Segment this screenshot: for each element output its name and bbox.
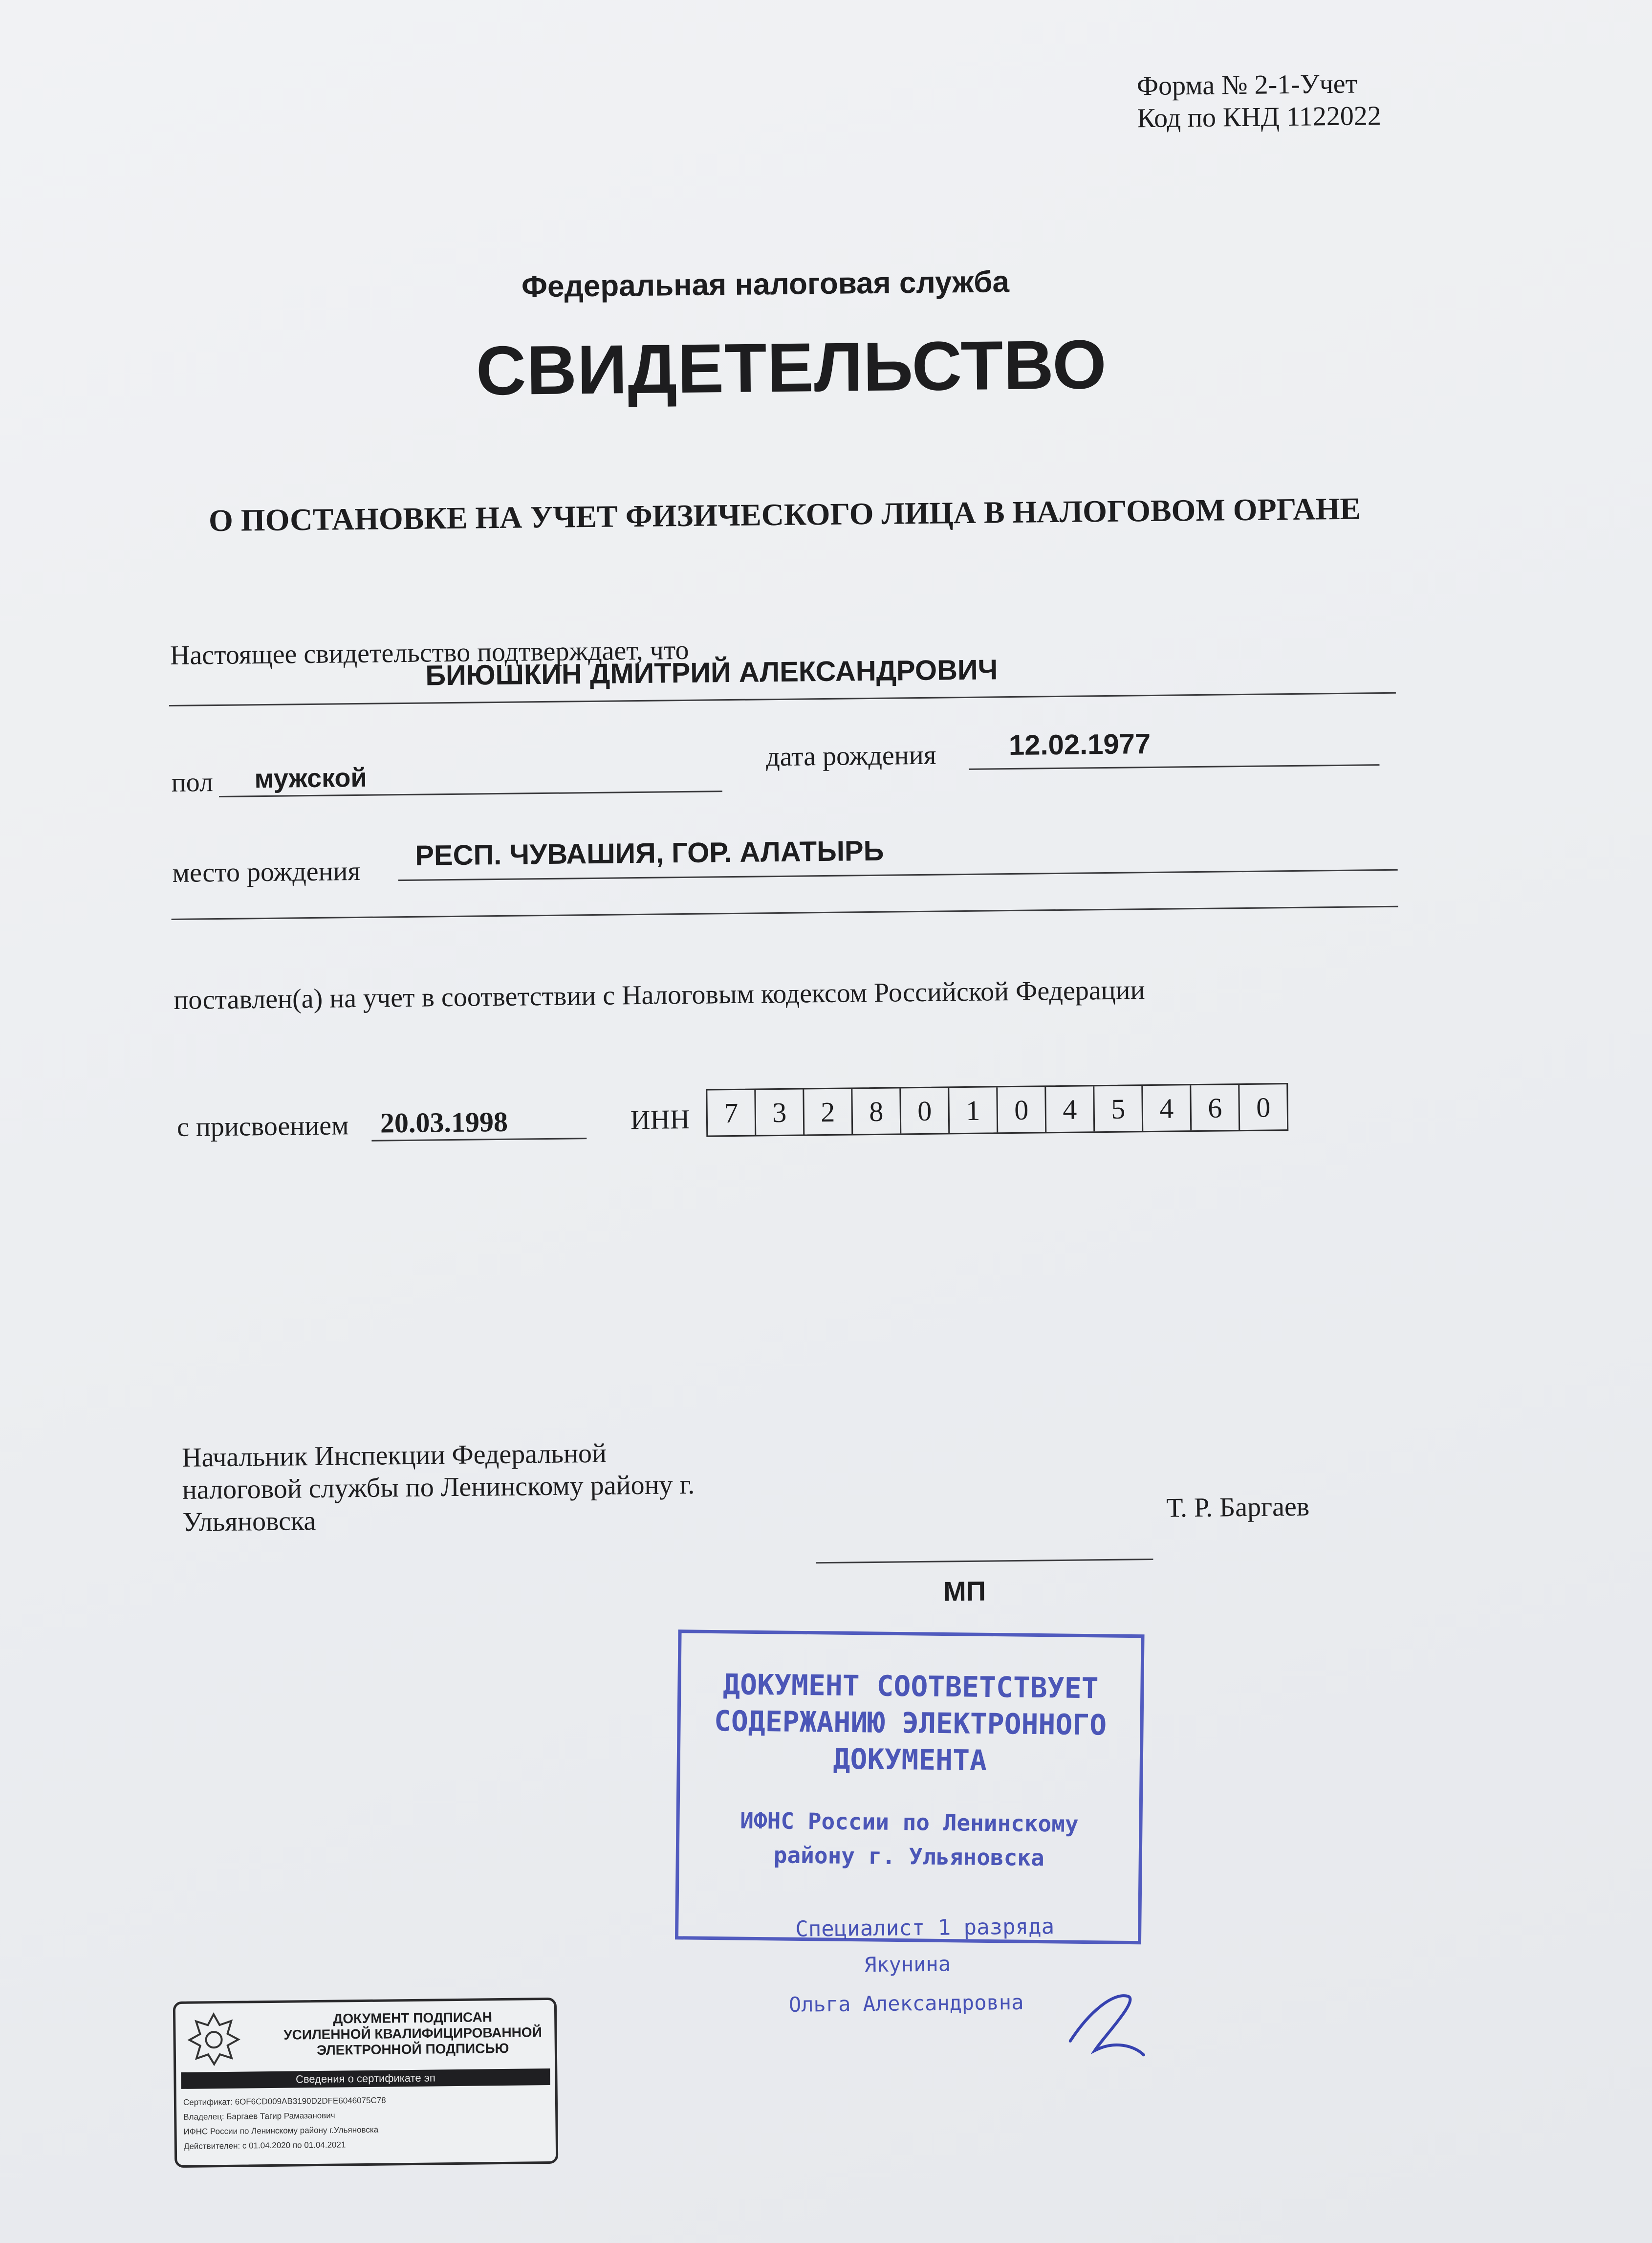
chief-position [182,1436,695,1539]
chief-position-line: Ульяновска [182,1505,316,1538]
stamp-line: СОДЕРЖАНИЮ ЭЛЕКТРОННОГО [714,1704,1107,1742]
inn-digit: 0 [901,1088,950,1133]
emblem-icon [184,2010,243,2067]
sex-label: пол [171,767,214,798]
stamp-line: ДОКУМЕНТА [833,1742,987,1777]
birth-place-value: РЕСП. ЧУВАШИЯ, ГОР. АЛАТЫРЬ [414,835,884,872]
chief-position-line: Начальник Инспекции Федеральной [181,1438,607,1473]
confirms-label: Настоящее свидетельство подтверждает, что [170,635,689,671]
org-row: ИФНС России по Ленинскому району г.Ульяновска [183,2125,379,2136]
full-name-value: БИЮШКИН ДМИТРИЙ АЛЕКСАНДРОВИЧ [425,654,998,692]
inn-box [706,1083,1288,1137]
registered-statement: поставлен(а) на учет в соответствии с Налоговым кодексом Российской Федерации [174,975,1145,1015]
signature-scribble-icon [1060,1981,1158,2070]
form-knd-code: Код по КНД 1122022 [1137,100,1382,134]
owner-label: Владелец: [183,2112,224,2122]
sex-value: мужской [254,763,367,794]
e-signature-title-line: ДОКУМЕНТ ПОДПИСАН [333,2009,493,2026]
valid-label: Действителен: [183,2141,240,2151]
e-signature-bar: Сведения о сертификате эп [181,2068,550,2089]
inn-digit: 7 [707,1090,756,1136]
birth-place-underline [398,869,1398,881]
owner-value: Баргаев Тагир Рамазанович [226,2111,335,2121]
valid-row [184,2140,346,2151]
inn-digit: 0 [998,1087,1046,1132]
document-subtitle: О ПОСТАНОВКЕ НА УЧЕТ ФИЗИЧЕСКОГО ЛИЦА В НАЛОГОВОМ ОРГАНЕ [208,491,1361,538]
full-name-underline [169,692,1396,706]
valid-value: с 01.04.2020 по 01.04.2021 [242,2140,346,2151]
inn-digit: 2 [804,1089,853,1134]
inn-digit: 4 [1143,1085,1192,1131]
form-number: Форма № 2-1-Учет [1136,68,1358,102]
e-signature-title [278,2009,547,2059]
birth-place-underline-2 [172,906,1398,920]
inn-digit: 6 [1191,1085,1240,1130]
e-signature-block [173,1998,559,2168]
birth-date-underline [969,764,1379,770]
assigned-date-value: 20.03.1998 [380,1105,508,1139]
signer-name: Т. Р. Баргаев [1166,1491,1310,1523]
assigned-label: с присвоением [176,1110,349,1143]
cert-row [183,2096,386,2108]
inn-label: ИНН [630,1104,690,1136]
specialist-surname: Якунина [864,1952,951,1977]
seal-place-mark: МП [943,1575,986,1607]
owner-row [183,2111,335,2122]
signature-line [816,1559,1153,1563]
document-title: СВИДЕТЕЛЬСТВО [476,325,1108,410]
cert-label: Сертификат: [183,2097,233,2107]
stamp-line: району г. Ульяновска [773,1842,1044,1871]
stamp-line: ДОКУМЕНТ СООТВЕТСТВУЕТ [722,1668,1099,1705]
birth-place-label: место рождения [172,856,361,888]
inn-digit: 8 [852,1088,901,1134]
inn-digit: 5 [1094,1086,1143,1131]
conformity-stamp [675,1629,1145,1944]
inn-digit: 4 [1046,1086,1095,1132]
inn-digit: 0 [1256,1091,1271,1123]
form-code-block [1137,67,1382,134]
stamp-line: ИФНС России по Ленинскому [740,1807,1079,1837]
specialist-name: Ольга Александровна [788,1990,1024,2017]
e-signature-title-line: ЭЛЕКТРОННОЙ ПОДПИСЬЮ [317,2040,509,2058]
inn-digit: 3 [756,1089,804,1135]
chief-position-line: налоговой службы по Ленинскому району г. [182,1469,695,1505]
cert-value: 6OF6CD009AB3190D2DFE6046075C78 [235,2095,386,2107]
specialist-title: Специалист 1 разряда [795,1914,1055,1942]
birth-date-value: 12.02.1977 [1008,728,1151,762]
inn-digit: 1 [949,1087,998,1133]
birth-date-label: дата рождения [765,740,936,772]
e-signature-title-line: УСИЛЕННОЙ КВАЛИФИЦИРОВАННОЙ [283,2024,542,2043]
agency-name: Федеральная налоговая служба [521,264,1010,304]
